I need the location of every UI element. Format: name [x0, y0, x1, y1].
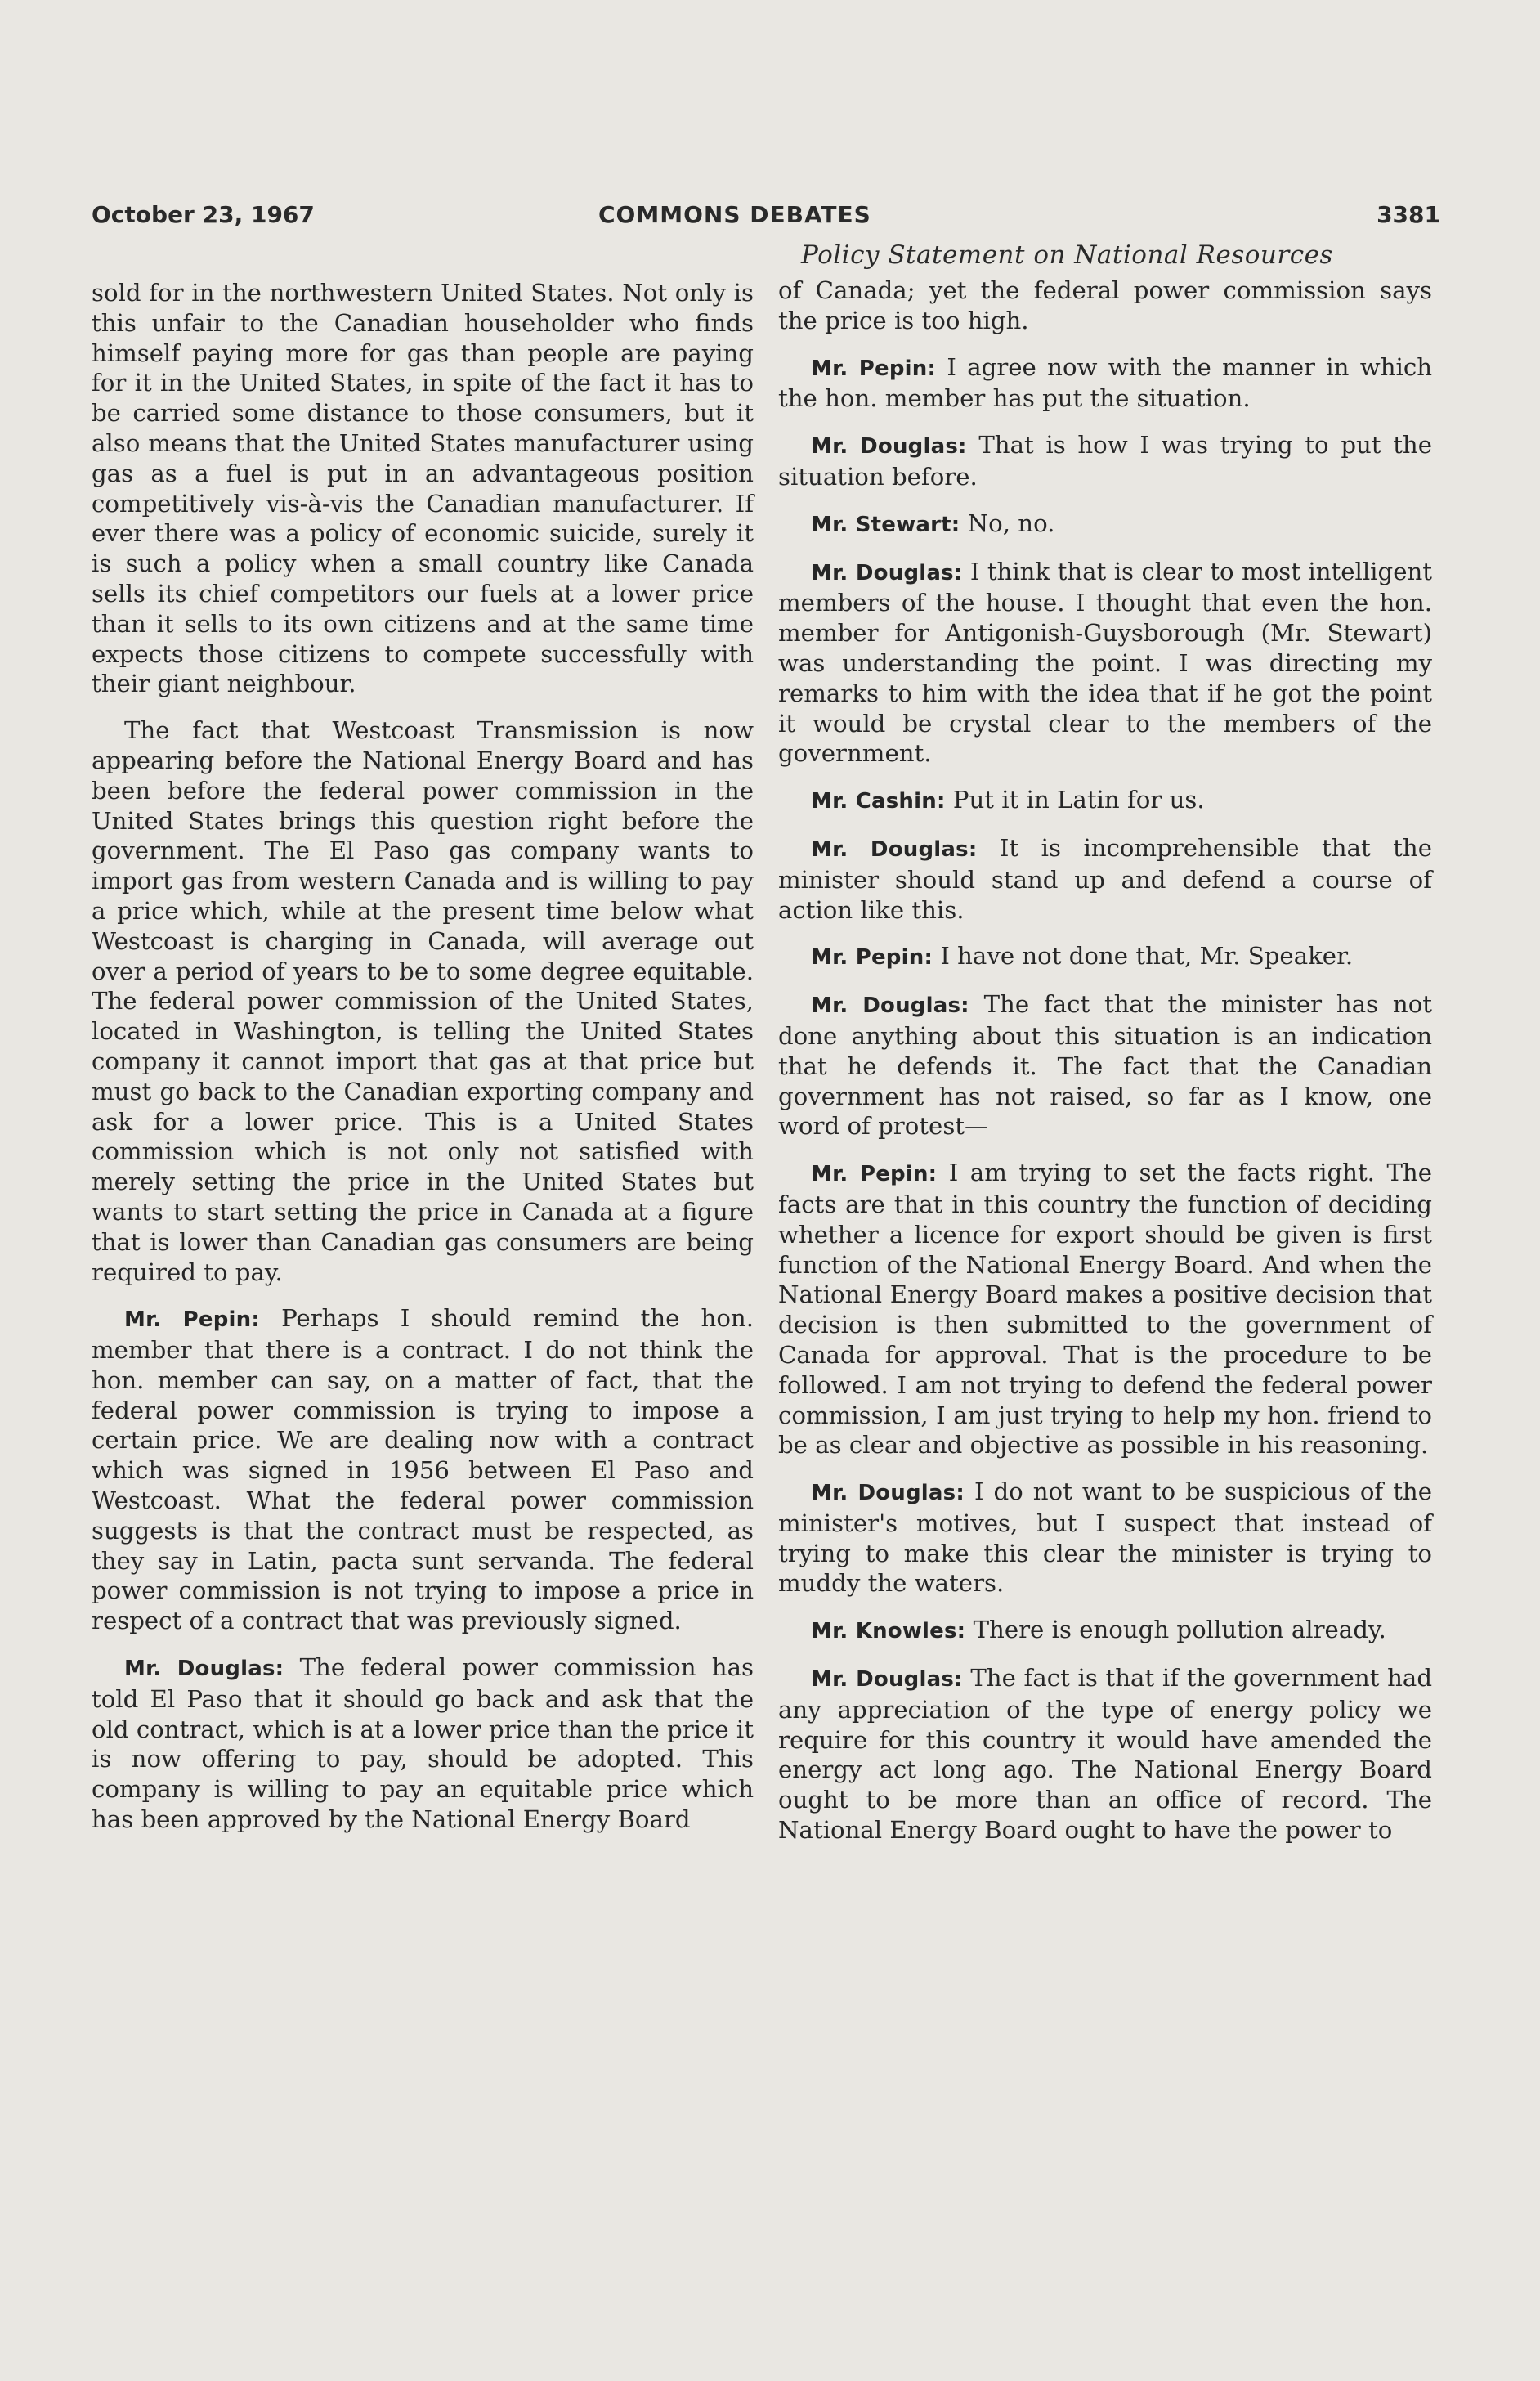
- paragraph: [778, 430, 1432, 492]
- paragraph: [778, 1158, 1432, 1460]
- paragraph: [778, 557, 1432, 769]
- paragraph: [778, 833, 1432, 925]
- speaker-name: Mr. Douglas:: [811, 836, 978, 862]
- speaker-name: Mr. Douglas:: [811, 560, 963, 585]
- left-column: [92, 278, 754, 1851]
- paragraph: [778, 1615, 1432, 1647]
- header-date: October 23, 1967: [92, 201, 315, 228]
- speaker-name: Mr. Douglas:: [811, 1481, 965, 1506]
- paragraph-text: The fact is that if the government had any appreciation of the type of energy policy we require for this country it would have amended the energy act long ago. The National Energy Board ought to be more than an office of record. The National Energy Board ought to have the power to: [778, 1664, 1432, 1845]
- paragraph: [778, 352, 1432, 415]
- paragraph-text: sold for in the northwestern United States. Not only is this unfair to the Canadian householder who finds himself paying more for gas than people are paying for it in the United States, in spite of the fact it has to be carried some distance to those consumers, but it also means that the United States manufacturer using gas as a fuel is put in an advantageous position competitively vis-à-vis the Canadian manufacturer. If ever there was a policy of economic suicide, surely it is such a policy when a small country like Canada sells its chief competitors our fuels at a lower price than it sells to its own citizens and at the same time expects those citizens to compete successfully with their giant neighbour.: [92, 279, 754, 698]
- paragraph-text: The federal power commission has told El Paso that it should go back and ask that the old contract, which is at a lower price than the price it is now offering to pay, should be adopted. This company is willing to pay an equitable price which has been approved by the National Energy Board: [92, 1653, 754, 1834]
- paragraph-text: Perhaps I should remind the hon. member that there is a contract. I do not think the hon. member can say, on a matter of fact, that the federal power commission is trying to impose a certain price. We are dealing now with a contract which was signed in 1956 between El Paso and Westcoast. What the federal power commission suggests is that the contract must be respected, as they say in Latin, pacta sunt servanda. The federal power commission is not trying to impose a price in respect of a contract that was previously signed.: [92, 1304, 754, 1635]
- paragraph-text: of Canada; yet the federal power commission says the price is too high.: [778, 276, 1432, 334]
- speaker-name: Mr. Douglas:: [811, 434, 967, 460]
- paragraph: [778, 989, 1432, 1141]
- paragraph-text: The fact that Westcoast Transmission is now appearing before the National Energy Board and has been before the federal power commission in the United States brings this question right before the government. The El Paso gas company wants to import gas from western Canada and is willing to pay a price which, while at the present time below what Westcoast is charging in Canada, will average out over a period of years to be to some degree equitable. The federal power commission of the United States, located in Washington, is telling the United States company it cannot import that gas at that price but must go back to the Canadian exporting company and ask for a lower price. This is a United States commission which is not only not satisfied with merely setting the price in the United States but wants to start setting the price in Canada at a figure that is lower than Canadian gas consumers are being required to pay.: [92, 716, 754, 1286]
- page-header: [92, 201, 1440, 237]
- paragraph: [778, 276, 1432, 336]
- paragraph: [778, 1663, 1432, 1845]
- paragraph-text: No, no.: [967, 509, 1055, 537]
- header-title: COMMONS DEBATES: [598, 201, 871, 228]
- paragraph-text: I do not want to be suspicious of the minister's motives, but I suspect that instead of trying to make this clear the minister is trying to muddy the waters.: [778, 1477, 1432, 1598]
- header-page-number: 3381: [1377, 201, 1440, 228]
- paragraph-text: I agree now with the manner in which the hon. member has put the situation.: [778, 352, 1433, 413]
- paragraph: [778, 941, 1432, 973]
- paragraph: [778, 1477, 1432, 1599]
- speaker-name: Mr. Douglas:: [811, 1667, 963, 1693]
- paragraph-text: I am trying to set the facts right. The facts are that in this country the function of deciding whether a licence for export should be given is first function of the National Energy Board. And when the National Energy Board makes a positive decision that decision is then submitted to the government of Canada for approval. That is the procedure to be followed. I am not trying to defend the federal power commission, I am just trying to help my hon. friend to be as clear and objective as possible in his reasoning.: [778, 1159, 1432, 1460]
- speaker-name: Mr. Knowles:: [811, 1619, 966, 1644]
- speaker-name: Mr. Douglas:: [124, 1657, 284, 1682]
- paragraph-text: There is enough pollution already.: [973, 1616, 1386, 1644]
- paragraph: [92, 278, 754, 699]
- section-subheader: Policy Statement on National Resources: [801, 240, 1333, 270]
- paragraph: [92, 1303, 754, 1636]
- paragraph-text: It is incomprehensible that the minister should stand up and defend a course of action like this.: [778, 833, 1432, 924]
- paragraph-text: Put it in Latin for us.: [952, 786, 1205, 814]
- right-column: [778, 276, 1432, 1862]
- speaker-name: Mr. Pepin:: [811, 945, 933, 971]
- paragraph: [92, 1652, 754, 1835]
- paragraph: [778, 509, 1432, 540]
- speaker-name: Mr. Pepin:: [811, 356, 937, 381]
- paragraph-text: I have not done that, Mr. Speaker.: [940, 942, 1354, 971]
- paragraph: [778, 785, 1432, 817]
- speaker-name: Mr. Cashin:: [811, 789, 946, 814]
- speaker-name: Mr. Pepin:: [811, 1162, 938, 1187]
- paragraph-text: I think that is clear to most intelligent members of the house. I thought that even the hon. member for Antigonish-Guysborough (Mr. Stewart) was understanding the point. I was directing my remarks to him with the idea that if he got the point it would be crystal clear to the members of the government.: [778, 557, 1433, 768]
- speaker-name: Mr. Douglas:: [811, 993, 969, 1019]
- speaker-name: Mr. Pepin:: [124, 1307, 260, 1333]
- paragraph-text: The fact that the minister has not done anything about this situation is an indication that he defends it. The fact that the Canadian government has not raised, so far as I know, one word of protest—: [778, 990, 1433, 1141]
- paragraph-text: That is how I was trying to put the situation before.: [778, 431, 1433, 491]
- speaker-name: Mr. Stewart:: [811, 512, 960, 537]
- paragraph: [92, 715, 754, 1287]
